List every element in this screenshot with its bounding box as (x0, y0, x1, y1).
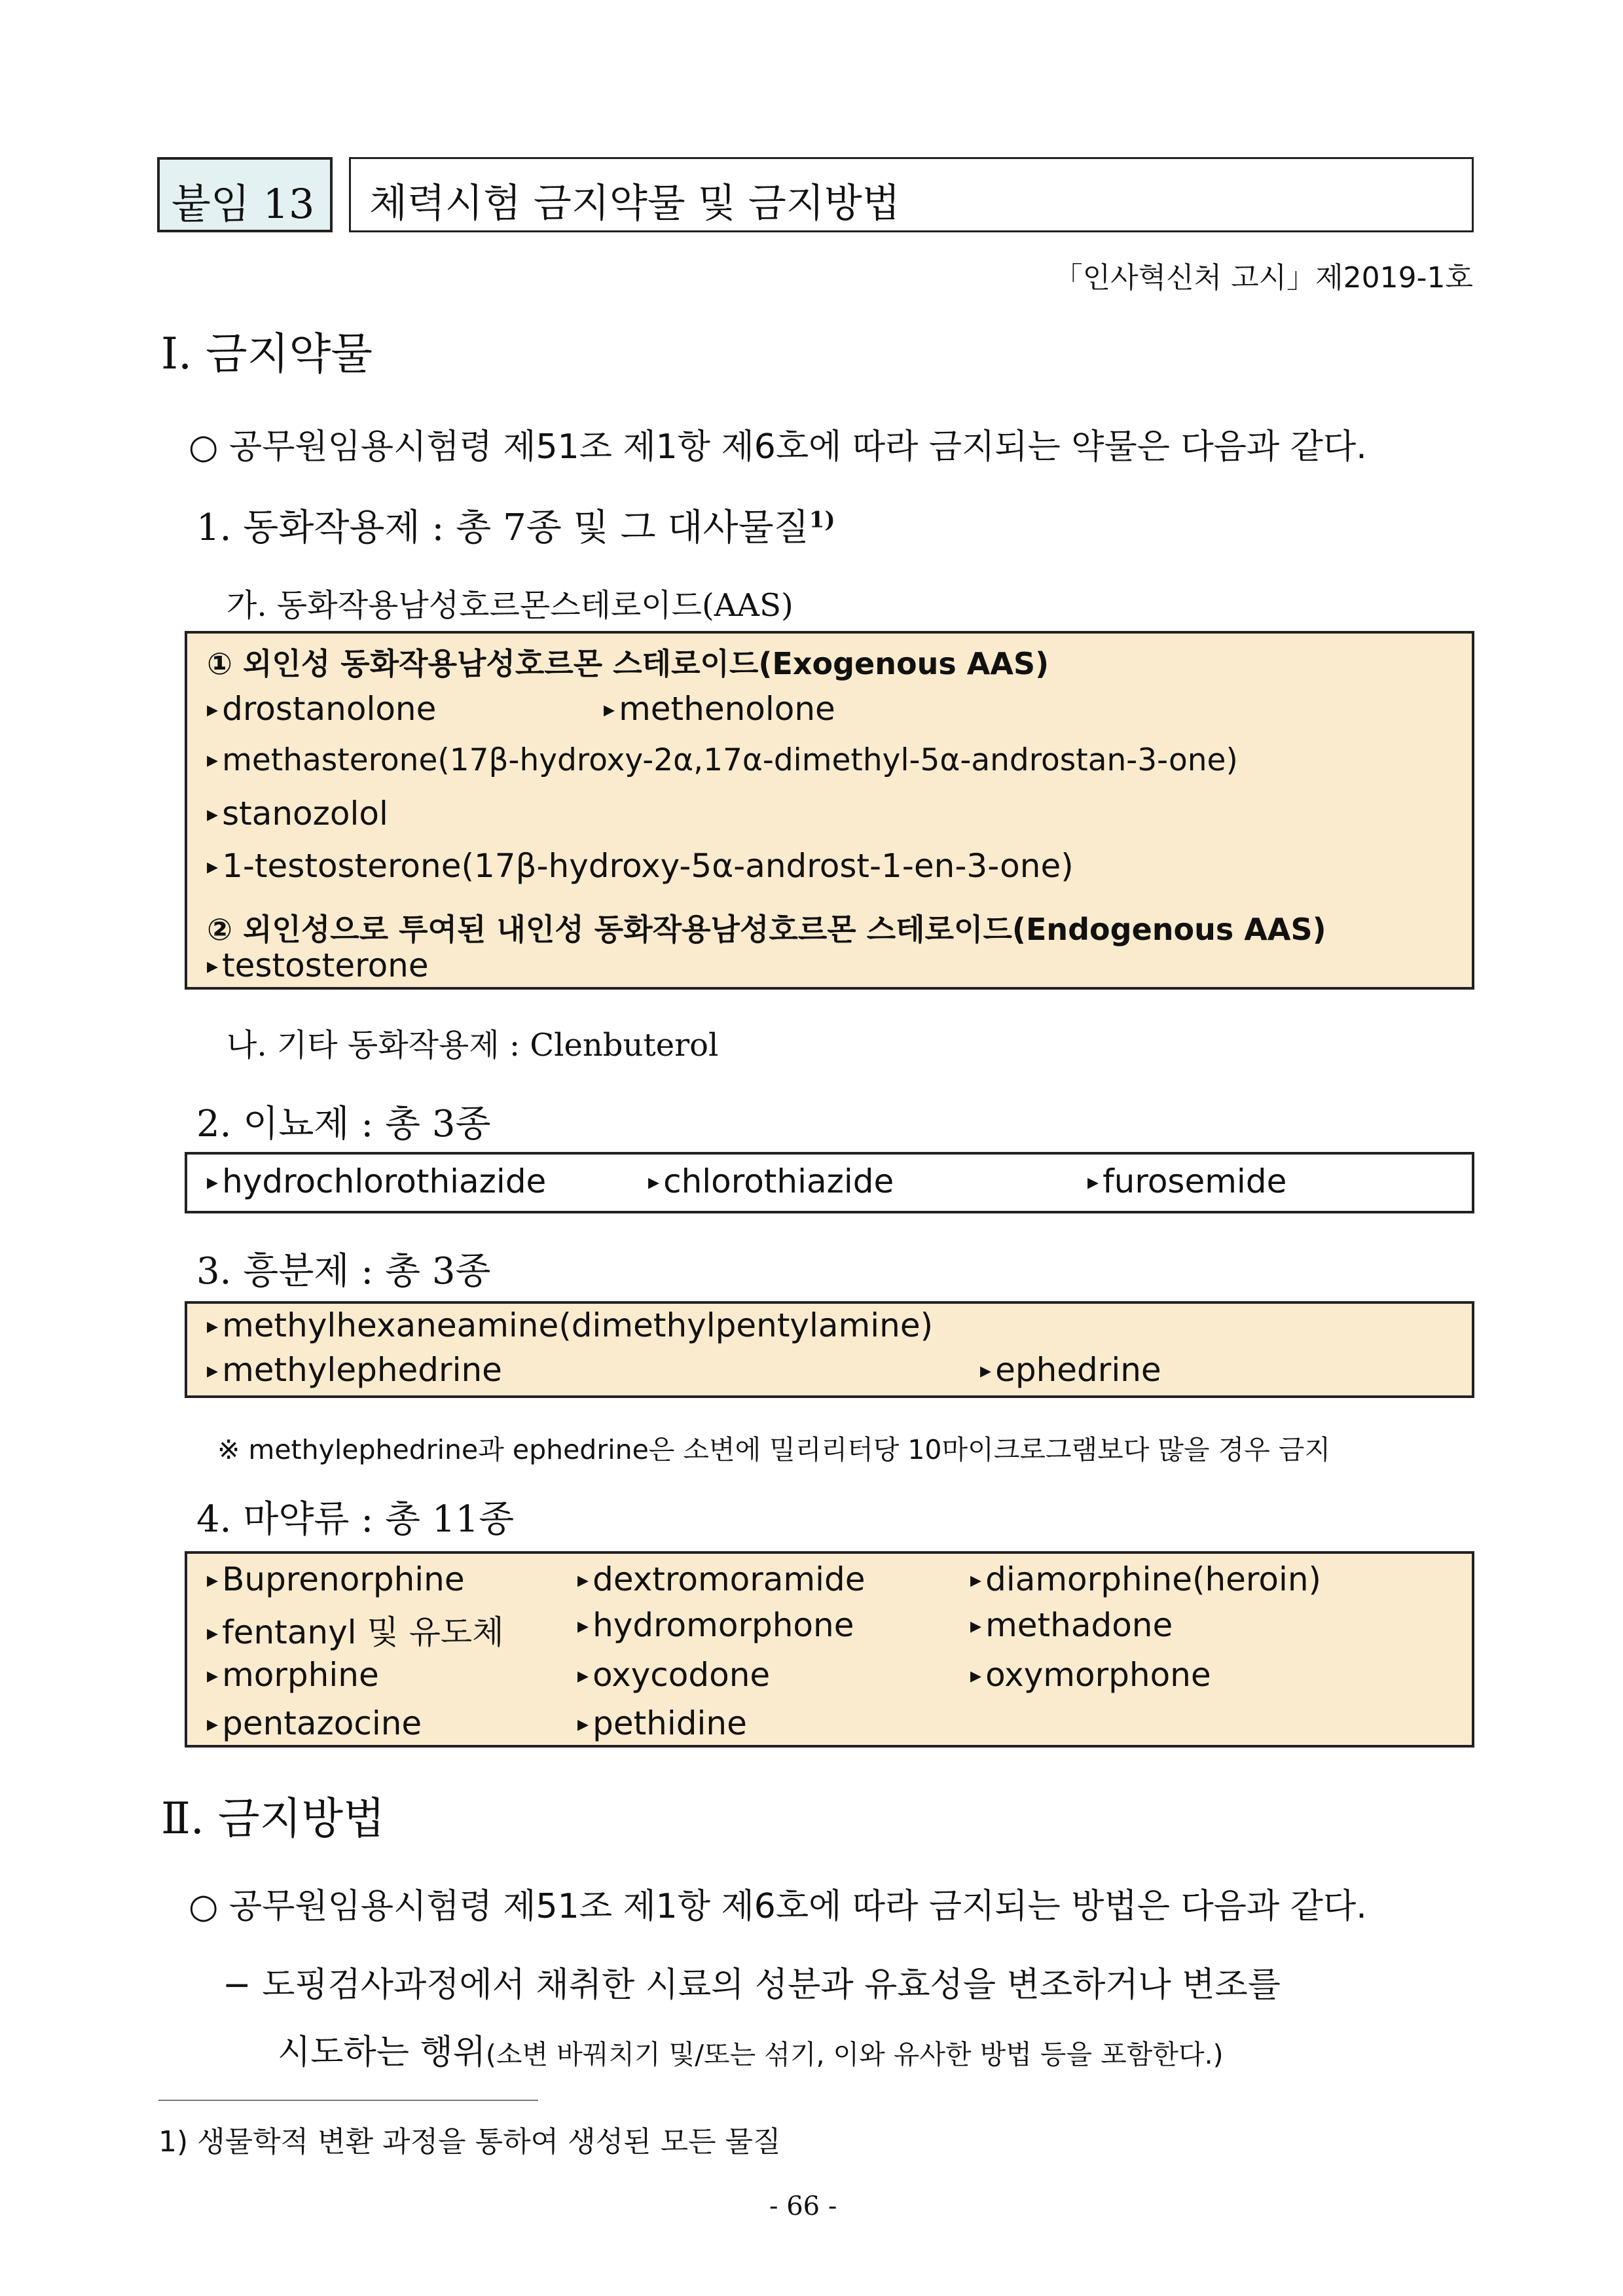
page-title: 체력시험 금지약물 및 금지방법 (369, 181, 900, 226)
drug-item: ▸ methylephedrine (207, 1351, 502, 1389)
section2-item-line1: − 도핑검사과정에서 채취한 시료의 성분과 유효성을 변조하거나 변조를 (223, 1965, 1281, 2005)
footnote-ref: 1) (809, 507, 835, 533)
drug-item: ▸ stanozolol (207, 795, 388, 833)
drug-item: ▸ Buprenorphine (207, 1560, 465, 1598)
aas-box (185, 631, 1474, 990)
group1-sub-b: 나. 기타 동화작용제 : Clenbuterol (227, 1027, 719, 1064)
drug-item: ▸ pentazocine (207, 1704, 422, 1742)
drug-item: ▸ chlorothiazide (648, 1162, 894, 1200)
section2-item-paren: (소변 바꿔치기 및/또는 섞기, 이와 유사한 방법 등을 포함한다.) (485, 2039, 1224, 2070)
box-title-exogenous: ① 외인성 동화작용남성호르몬 스테로이드(Exogenous AAS) (207, 646, 1049, 681)
diuretics-box (185, 1152, 1474, 1213)
drug-item: ▸ methylhexaneamine(dimethylpentylamine) (207, 1306, 933, 1344)
drug-item: ▸ testosterone (207, 946, 429, 984)
drug-item: ▸ dextromoramide (577, 1560, 866, 1598)
notice-reference: 「인사혁신처 고시」제2019-1호 (1053, 261, 1473, 295)
drug-item: ▸ hydrochlorothiazide (207, 1162, 546, 1200)
drug-item: ▸ hydromorphone (577, 1606, 854, 1644)
drug-item: ▸ pethidine (577, 1704, 747, 1742)
narcotics-box (185, 1551, 1474, 1748)
section1-intro: ○ 공무원임용시험령 제51조 제1항 제6호에 따라 금지되는 약물은 다음과 같다. (189, 427, 1367, 467)
appendix-tag-label: 붙임 13 (172, 180, 315, 228)
section2-intro: ○ 공무원임용시험령 제51조 제1항 제6호에 따라 금지되는 방법은 다음과 같다. (189, 1887, 1367, 1926)
drug-item: ▸ diamorphine(heroin) (970, 1560, 1321, 1598)
section1-heading: Ⅰ. 금지약물 (161, 329, 373, 379)
drug-item: ▸ oxymorphone (970, 1656, 1211, 1694)
page-number: - 66 - (769, 2191, 837, 2221)
footnote-text: 1) 생물학적 변환 과정을 통하여 생성된 모든 물질 (158, 2125, 781, 2159)
drug-item: ▸ morphine (207, 1656, 379, 1694)
stimulants-note: ※ methylephedrine과 ephedrine은 소변에 밀리리터당 10마이크로그램보다 많을 경우 금지 (217, 1434, 1331, 1465)
appendix-tag (157, 157, 333, 232)
box-title-endogenous: ② 외인성으로 투여된 내인성 동화작용남성호르몬 스테로이드(Endogenous AAS) (207, 912, 1326, 947)
drug-item: ▸ fentanyl 및 유도체 (207, 1606, 504, 1653)
drug-item: ▸ oxycodone (577, 1656, 770, 1694)
group2-heading: 2. 이뇨제 : 총 3종 (196, 1103, 491, 1145)
group1-sub-a: 가. 동화작용남성호르몬스테로이드(AAS) (227, 587, 793, 624)
section2-item-line2 (278, 2024, 1224, 2073)
group3-heading: 3. 흥분제 : 총 3종 (196, 1250, 491, 1293)
footnote-divider (158, 2100, 538, 2101)
drug-item: ▸ methenolone (604, 690, 835, 728)
drug-item: ▸ ephedrine (980, 1351, 1161, 1389)
group4-heading: 4. 마약류 : 총 11종 (196, 1498, 515, 1541)
drug-item: ▸ furosemide (1087, 1162, 1286, 1200)
stimulants-box (185, 1301, 1474, 1398)
title-box (349, 157, 1474, 232)
drug-item: ▸ 1-testosterone(17β-hydroxy-5α-androst-1-en-3-one) (207, 847, 1074, 885)
drug-item: ▸ methadone (970, 1606, 1173, 1644)
section2-item-text: 시도하는 행위 (278, 2033, 486, 2072)
group1-heading-text: 1. 동화작용제 : 총 7종 및 그 대사물질 (196, 507, 809, 549)
drug-item: ▸ methasterone(17β-hydroxy-2α,17α-dimethyl-5α-androstan-3-one) (207, 742, 1238, 778)
drug-item: ▸ drostanolone (207, 690, 436, 728)
section2-heading: Ⅱ. 금지방법 (161, 1793, 385, 1844)
group1-heading (196, 499, 835, 551)
